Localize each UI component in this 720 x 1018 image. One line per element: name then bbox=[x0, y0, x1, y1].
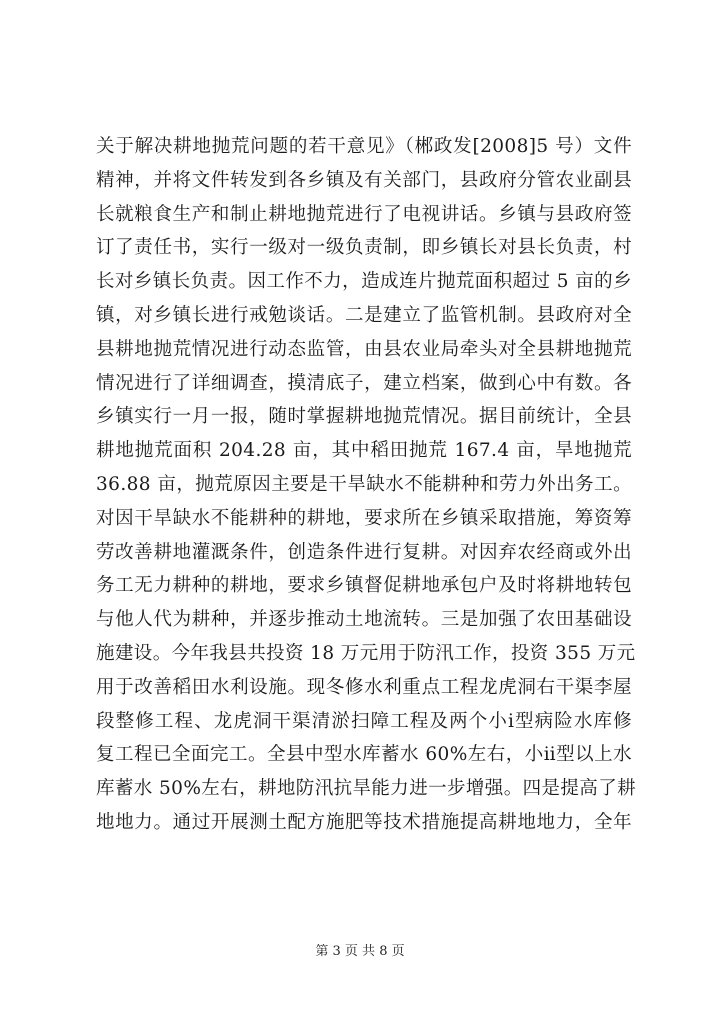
body-text bbox=[96, 130, 637, 840]
text-line: 36.88 亩，抛荒原因主要是干旱缺水不能耕种和劳力外出务工。 bbox=[96, 473, 632, 495]
text-line: 耕地抛荒面积 204.28 亩，其中稻田抛荒 167.4 亩，旱地抛荒 bbox=[96, 440, 632, 462]
text-line: 关于解决耕地抛荒问题的若干意见》（郴政发[2008]5 号）文件 bbox=[96, 136, 632, 157]
text-line: 地地力。通过开展测土配方施肥等技术措施提高耕地地力，全年 bbox=[96, 811, 632, 833]
text-line: 与他人代为耕种，并逐步推动土地流转。三是加强了农田基础设 bbox=[96, 609, 632, 631]
text-line: 劳改善耕地灌溉条件，创造条件进行复耕。对因弃农经商或外出 bbox=[96, 541, 632, 563]
page-number-footer: 第 3 页 共 8 页 bbox=[315, 944, 405, 959]
text-line: 精神，并将文件转发到各乡镇及有关部门，县政府分管农业副县 bbox=[96, 169, 632, 191]
text-line: 县耕地抛荒情况进行动态监管，由县农业局牵头对全县耕地抛荒 bbox=[96, 338, 632, 360]
text-line: 对因干旱缺水不能耕种的耕地，要求所在乡镇采取措施，筹资筹 bbox=[96, 507, 632, 529]
text-line: 情况进行了详细调查，摸清底子，建立档案，做到心中有数。各 bbox=[96, 372, 632, 394]
text-line: 库蓄水 50%左右，耕地防汛抗旱能力进一步增强。四是提高了耕 bbox=[96, 778, 637, 800]
text-line: 订了责任书，实行一级对一级负责制，即乡镇长对县长负责，村 bbox=[96, 237, 632, 259]
text-line: 段整修工程、龙虎洞干渠清淤扫障工程及两个小ⅰ型病险水库修 bbox=[96, 710, 632, 732]
text-line: 长就粮食生产和制止耕地抛荒进行了电视讲话。乡镇与县政府签 bbox=[96, 203, 632, 225]
text-line: 长对乡镇长负责。因工作不力，造成连片抛荒面积超过 5 亩的乡 bbox=[96, 271, 632, 293]
text-line: 复工程已全面完工。全县中型水库蓄水 60%左右，小ⅱ型以上水 bbox=[96, 744, 632, 766]
text-line: 用于改善稻田水利设施。现冬修水利重点工程龙虎洞右干渠李屋 bbox=[96, 676, 632, 698]
text-line: 乡镇实行一月一报，随时掌握耕地抛荒情况。据目前统计，全县 bbox=[96, 406, 632, 428]
text-line: 务工无力耕种的耕地，要求乡镇督促耕地承包户及时将耕地转包 bbox=[96, 575, 632, 597]
text-line: 镇，对乡镇长进行戒勉谈话。二是建立了监管机制。县政府对全 bbox=[96, 304, 632, 326]
text-line: 施建设。今年我县共投资 18 万元用于防汛工作，投资 355 万元 bbox=[96, 642, 636, 664]
